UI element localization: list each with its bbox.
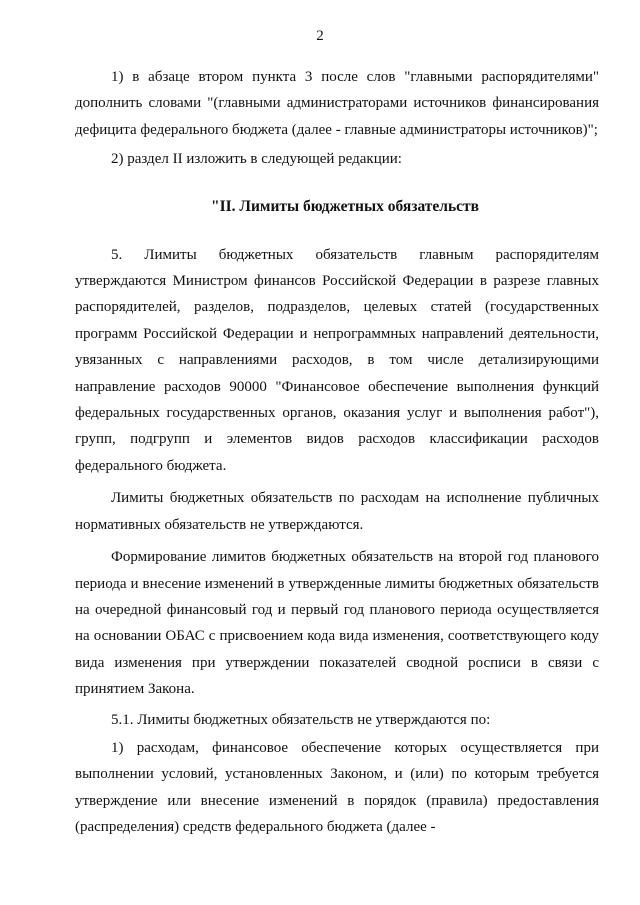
paragraph-clause-5: 5. Лимиты бюджетных обязательств главным распорядителям утверждаются Министром финансов Российской Федерации в разрезе главных распорядителей, разделов, подразделов, целевых статей (государственных программ Российской Федерации и непрограммных направлений деятельности, увязанных с направлениями расходов, в том числе детализирующими направление расходов 90000 "Финансовое обеспечение выполнения функций федеральных государственных органов, оказания услуг и выполнения работ"), групп, подгрупп и элементов видов расходов классификации расходов федерального бюджета.: [75, 246, 599, 474]
paragraph-amendment-1: 1) в абзаце втором пункта 3 после слов "главными распорядителями" дополнить словами "(главными администраторами источников финансирования дефицита федерального бюджета (далее - главные администраторы источников)";: [75, 69, 599, 138]
paragraph-amendment-2: 2) раздел II изложить в следующей редакции:: [111, 151, 402, 168]
document-body: [75, 64, 599, 841]
paragraph-limits-formation: Формирование лимитов бюджетных обязательств на второй год планового периода и внесение изменений в утвержденные лимиты бюджетных обязательств на очередной финансовый год и первый год планового периода осуществляется на основании ОБАС с присвоением кода вида изменения, соответствующего коду вида изменения при утверждении показателей сводной росписи в связи с принятием Закона.: [75, 549, 599, 698]
paragraph-clause-5-1: 5.1. Лимиты бюджетных обязательств не утверждаются по:: [111, 711, 491, 728]
page-number: 2: [316, 28, 324, 44]
paragraph-public-obligations: Лимиты бюджетных обязательств по расходам на исполнение публичных нормативных обязательств не утверждаются.: [75, 490, 599, 533]
section-heading: "II. Лимиты бюджетных обязательств: [211, 197, 480, 215]
paragraph-item-1: 1) расходам, финансовое обеспечение которых осуществляется при выполнении условий, установленных Законом, и (или) по которым требуется утверждение или внесение изменений в порядок (правила) предоставления (распределения) средств федерального бюджета (далее -: [75, 739, 599, 836]
